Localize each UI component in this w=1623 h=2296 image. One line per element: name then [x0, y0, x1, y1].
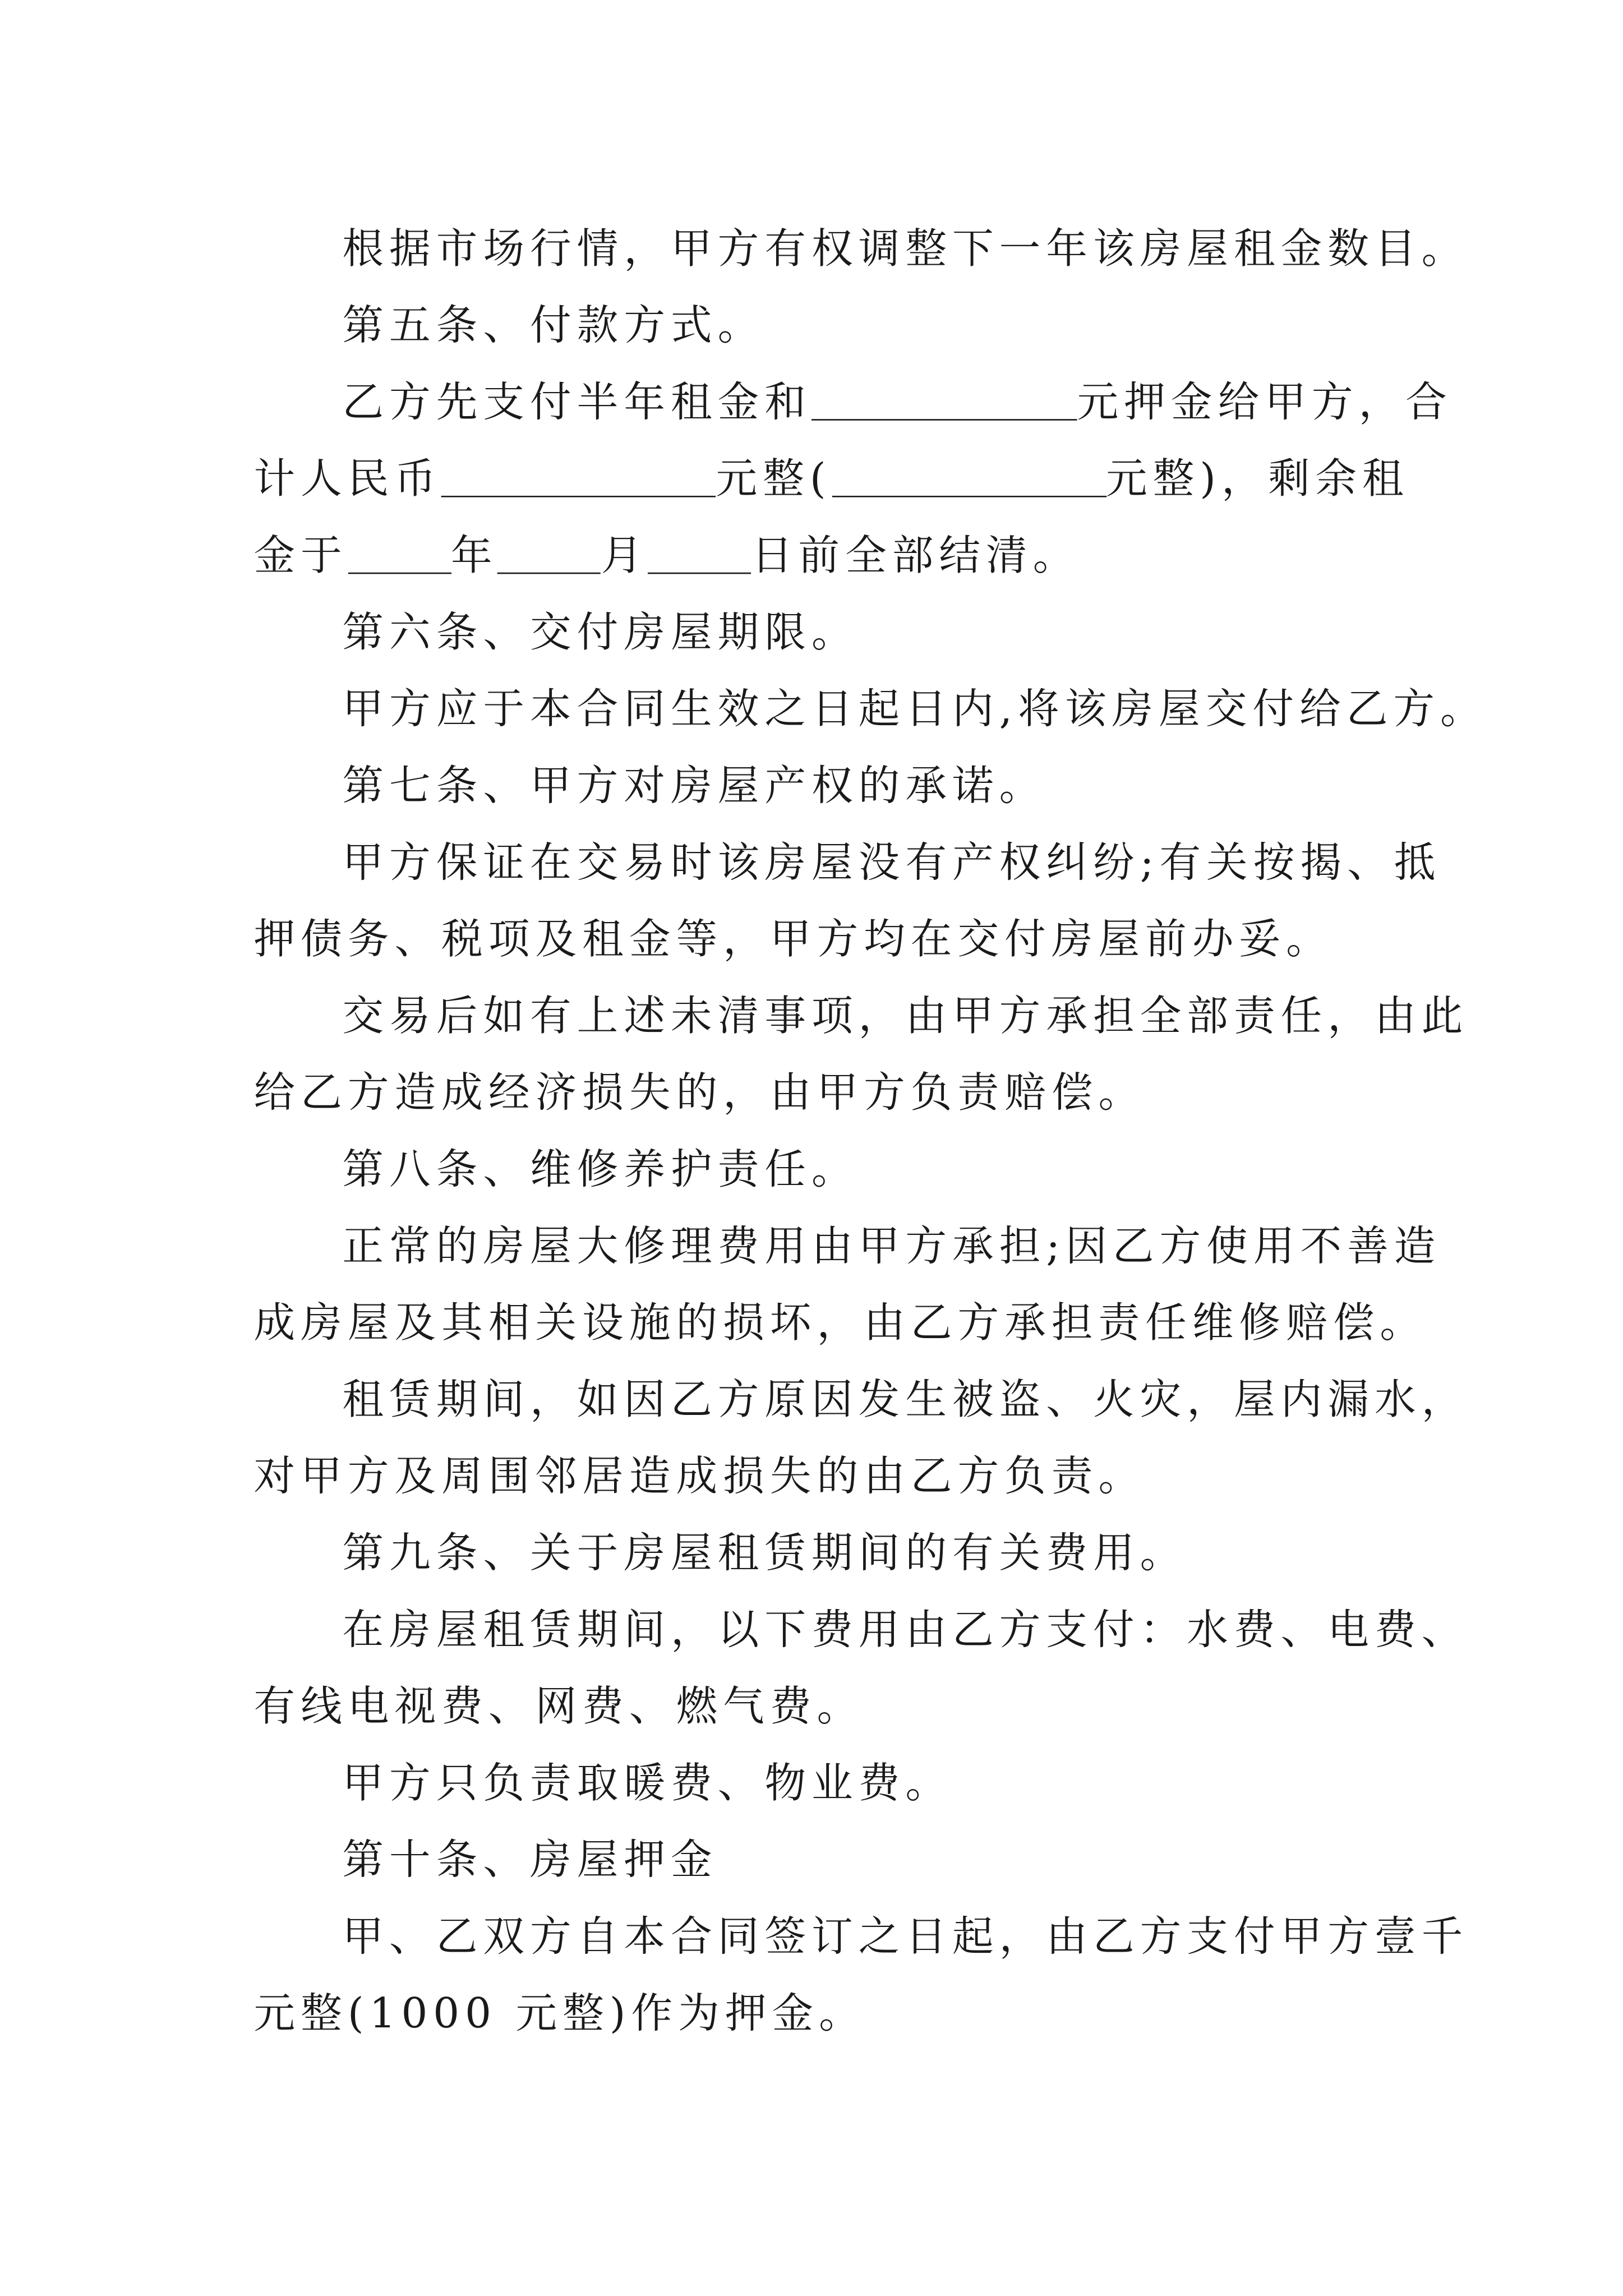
line-text: 元整( [716, 454, 832, 504]
paragraph-line: 甲、乙双方自本合同签订之日起，由乙方支付甲方壹千 [342, 1912, 1469, 1961]
section-heading-article-5: 第五条、付款方式。 [342, 301, 765, 350]
paragraph-line: 交易后如有上述未清事项，由甲方承担全部责任，由此 [342, 991, 1469, 1040]
paragraph-line: 对甲方及周围邻居造成损失的由乙方负责。 [253, 1451, 1146, 1501]
line-text: 金于 [253, 531, 348, 580]
month-blank [498, 537, 601, 574]
day-blank [648, 537, 751, 574]
total-rmb-uppercase-blank [832, 460, 1106, 497]
paragraph-line: 有线电视费、网费、燃气费。 [253, 1682, 864, 1731]
line-text: 元押金给甲方，合 [1077, 377, 1453, 427]
paragraph-line: 押债务、税项及租金等，甲方均在交付房屋前办妥。 [253, 915, 1333, 963]
paragraph-line [254, 454, 1409, 504]
section-heading-article-9: 第九条、关于房屋租赁期间的有关费用。 [342, 1528, 1187, 1578]
paragraph-line: 甲方只负责取暖费、物业费。 [342, 1759, 952, 1808]
paragraph-line [254, 531, 1080, 581]
paragraph-line: 甲方保证在交易时该房屋没有产权纠纷;有关按揭、抵 [342, 838, 1441, 887]
deposit-amount-blank [811, 384, 1077, 421]
line-text: 日前全部结清。 [751, 531, 1080, 580]
line-text: 元整)，剩余租 [1105, 454, 1409, 504]
line-text: 乙方先支付半年租金和 [342, 377, 812, 427]
total-rmb-blank [441, 460, 716, 497]
paragraph-line: 根据市场行情，甲方有权调整下一年该房屋租金数目。 [342, 224, 1469, 273]
paragraph-line: 正常的房屋大修理费用由甲方承担;因乙方使用不善造 [342, 1221, 1441, 1271]
line-text: 月 [601, 531, 648, 580]
paragraph-line: 租赁期间，如因乙方原因发生被盗、火灾，屋内漏水， [342, 1375, 1469, 1424]
paragraph-line: 成房屋及其相关设施的损坏，由乙方承担责任维修赔偿。 [253, 1298, 1427, 1348]
paragraph-line: 甲方应于本合同生效之日起日内,将该房屋交付给乙方。 [342, 684, 1487, 734]
section-heading-article-7: 第七条、甲方对房屋产权的承诺。 [342, 761, 1046, 810]
line-text: 计人民币 [253, 454, 442, 504]
year-blank [348, 537, 451, 574]
paragraph-line: 在房屋租赁期间，以下费用由乙方支付：水费、电费、 [342, 1605, 1469, 1654]
paragraph-line [342, 378, 1453, 428]
section-heading-article-8: 第八条、维修养护责任。 [342, 1145, 859, 1194]
paragraph-line: 给乙方造成经济损失的，由甲方负责赔偿。 [253, 1068, 1146, 1117]
section-heading-article-6: 第六条、交付房屋期限。 [342, 607, 859, 657]
paragraph-line: 元整(1000 元整)作为押金。 [253, 1989, 866, 2038]
line-text: 年 [451, 531, 498, 580]
section-heading-article-10: 第十条、房屋押金 [342, 1835, 718, 1884]
